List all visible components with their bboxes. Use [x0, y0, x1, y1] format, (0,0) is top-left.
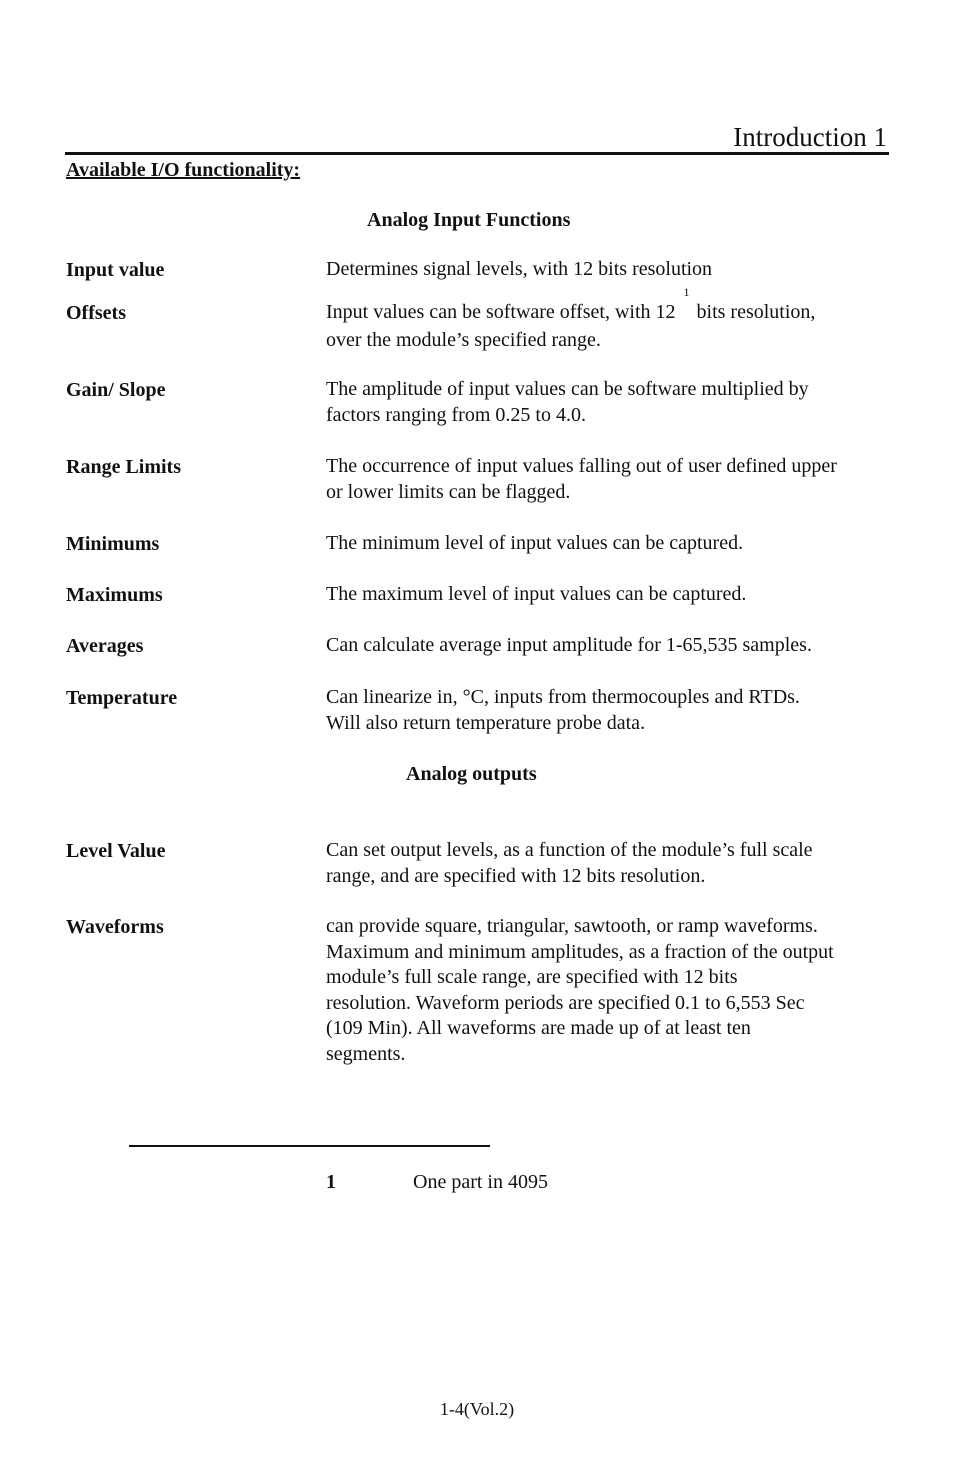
analog-input-heading: Analog Input Functions: [367, 209, 571, 231]
description-line: module’s full scale range, are specified with 12 bits: [326, 966, 738, 988]
footnote-text: One part in 4095: [413, 1171, 548, 1193]
description-temperature: [326, 685, 896, 736]
description-line: Can set output levels, as a function of the module’s full scale: [326, 839, 813, 861]
description-level-value: [326, 838, 896, 889]
description-line: Can linearize in, °C, inputs from thermocouples and RTDs.: [326, 686, 800, 708]
description-input-value: [326, 257, 896, 283]
page-number: 1-4(Vol.2): [439, 1399, 515, 1419]
description-line: Will also return temperature probe data.: [326, 711, 646, 734]
term-range-limits: Range Limits: [66, 456, 181, 478]
header-rule: [65, 152, 889, 155]
description-line: or lower limits can be flagged.: [326, 480, 571, 503]
description-line: resolution. Waveform periods are specified 0.1 to 6,553 Sec: [326, 991, 805, 1014]
description-minimums: [326, 531, 896, 557]
term-offsets: Offsets: [66, 302, 126, 324]
description-line: The occurrence of input values falling out of user defined upper: [326, 455, 837, 477]
footnote-number: 1: [326, 1171, 336, 1193]
term-maximums: Maximums: [66, 584, 163, 606]
description-line: over the module’s specified range.: [326, 328, 601, 351]
description-line: range, and are specified with 12 bits resolution.: [326, 864, 706, 887]
description-line: factors ranging from 0.25 to 4.0.: [326, 403, 586, 426]
description-line: The minimum level of input values can be captured.: [326, 532, 744, 554]
term-gain-slope: Gain/ Slope: [66, 379, 166, 401]
description-line-part: Input values can be software offset, with 12: [326, 301, 676, 323]
description-line: The amplitude of input values can be software multiplied by: [326, 378, 809, 400]
description-gain-slope: [326, 377, 896, 428]
description-range-limits: [326, 454, 896, 505]
description-line: Maximum and minimum amplitudes, as a fraction of the output: [326, 940, 834, 963]
footnote-reference[interactable]: 1: [683, 285, 690, 299]
term-temperature: Temperature: [66, 687, 178, 709]
description-waveforms: [326, 914, 896, 1067]
term-minimums: Minimums: [66, 533, 160, 555]
term-waveforms: Waveforms: [66, 916, 164, 938]
term-input-value: Input value: [66, 259, 165, 281]
description-line: segments.: [326, 1042, 406, 1065]
description-line: Determines signal levels, with 12 bits resolution: [326, 258, 713, 280]
footnote-rule: [129, 1145, 490, 1147]
description-offsets: [326, 285, 896, 353]
description-maximums: [326, 582, 896, 608]
page-header-title: Introduction 1: [733, 122, 887, 152]
description-line: (109 Min). All waveforms are made up of at least ten: [326, 1017, 751, 1039]
section-heading: Available I/O functionality:: [66, 159, 301, 181]
description-line: The maximum level of input values can be captured.: [326, 583, 747, 605]
analog-output-heading: Analog outputs: [406, 763, 537, 785]
description-line: [326, 285, 896, 328]
description-averages: [326, 633, 896, 659]
term-level-value: Level Value: [66, 840, 166, 862]
description-line: can provide square, triangular, sawtooth, or ramp waveforms.: [326, 915, 818, 937]
term-averages: Averages: [66, 635, 144, 657]
description-line-part: bits resolution,: [696, 301, 816, 323]
description-line: Can calculate average input amplitude for 1-65,535 samples.: [326, 634, 812, 656]
